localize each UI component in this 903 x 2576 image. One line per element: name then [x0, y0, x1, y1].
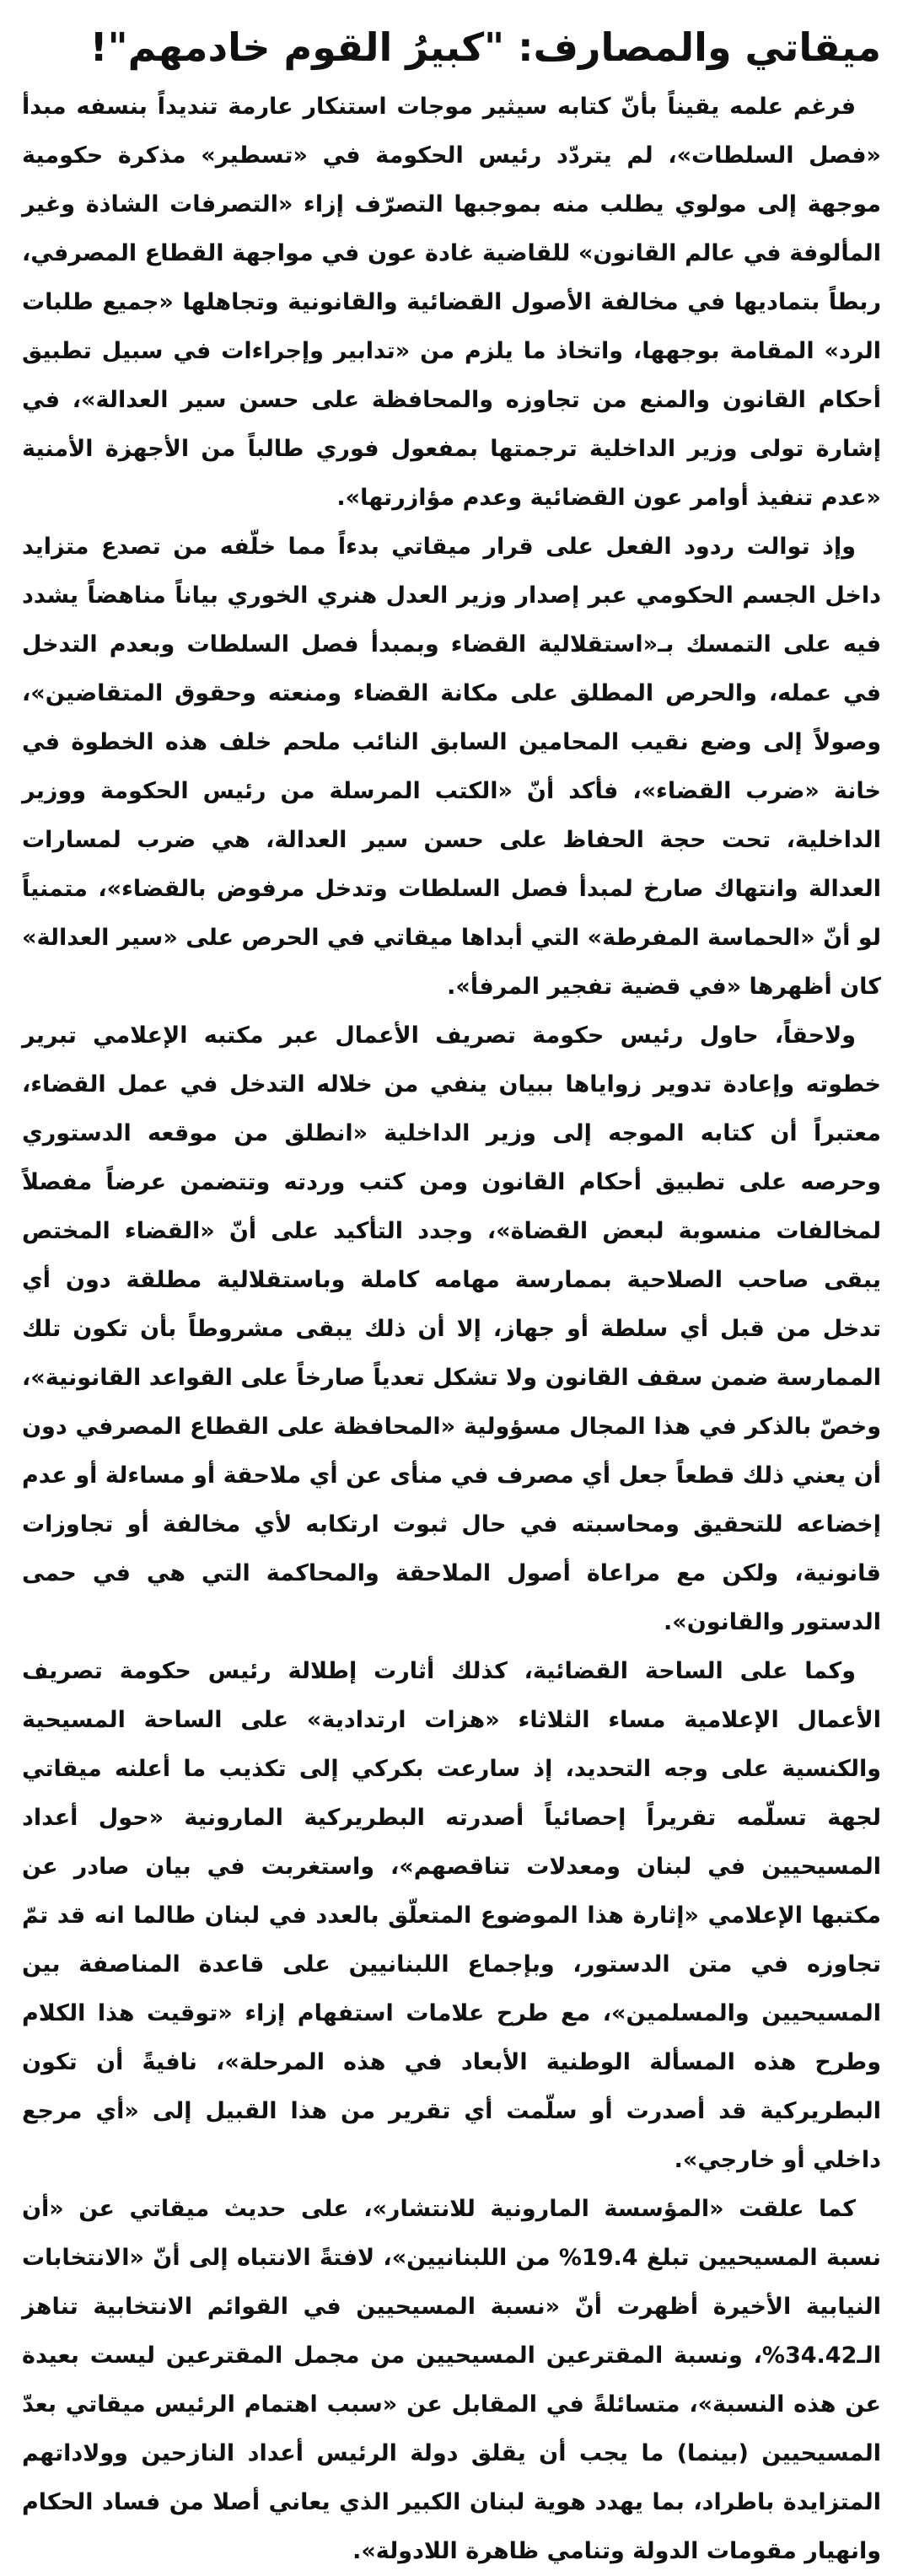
article-headline: ميقاتي والمصارف: "كبيرُ القوم خادمهم"! [89, 24, 881, 70]
article-paragraph-1: فرغم علمه يقيناً بأنّ كتابه سيثير موجات استنكار عارمة تنديداً بنسفه مبدأ «فصل السلطات»، لم يتردّد رئيس الحكومة في «تسطير» مذكرة حكومية موجهة إلى مولوي يطلب منه بموجبها التصرّف إزاء «التصرفات الشاذة وغير المألوفة في عالم القانون» للقاضية غادة عون في مواجهة القطاع المصرفي، ربطاً بتماديها في مخالفة الأصول القضائية والقانونية وتجاهلها «جميع طلبات الرد» المقامة بوجهها، واتخاذ ما يلزم من «تدابير وإجراءات في سبيل تطبيق أحكام القانون والمنع من تجاوزه والمحافظة على حسن سير العدالة»، في إشارة تولى وزير الداخلية ترجمتها بمفعول فوري طالباً من الأجهزة الأمنية «عدم تنفيذ أوامر عون القضائية وعدم مؤازرتها». [22, 94, 881, 511]
article-paragraph-2: وإذ توالت ردود الفعل على قرار ميقاتي بدءاً مما خلّفه من تصدع متزايد داخل الجسم الحكومي عبر إصدار وزير العدل هنري الخوري بياناً مناهضاً يشدد فيه على التمسك بـ«استقلالية القضاء وبمبدأ فصل السلطات وبعدم التدخل في عمله، والحرص المطلق على مكانة القضاء ومنعته وحقوق المتقاضين»، وصولاً إلى وضع نقيب المحامين السابق النائب ملحم خلف هذه الخطوة في خانة «ضرب القضاء»، فأكد أنّ «الكتب المرسلة من رئيس الحكومة ووزير الداخلية، تحت حجة الحفاظ على حسن سير العدالة، هي ضرب لمسارات العدالة وانتهاك صارخ لمبدأ فصل السلطات وتدخل مرفوض بالقضاء»، متمنياً لو أنّ «الحماسة المفرطة» التي أبداها ميقاتي في الحرص على «سير العدالة» كان أظهرها «في قضية تفجير المرفأ». [22, 534, 881, 1000]
article-paragraph-5: كما علقت «المؤسسة المارونية للانتشار»، على حديث ميقاتي عن «أن نسبة المسيحيين تبلغ 19.4% من اللبنانيين»، لافتةً الانتباه إلى أنّ «الانتخابات النيابية الأخيرة أظهرت أنّ «نسبة المسيحيين في القوائم الانتخابية تناهز الـ34.42%، ونسبة المقترعين المسيحيين من مجمل المقترعين ليست بعيدة عن هذه النسبة»، متسائلةً في المقابل عن «سبب اهتمام الرئيس ميقاتي بعدّ المسيحيين (بينما) ما يجب أن يقلق دولة الرئيس أعداد النازحين وولاداتهم المتزايدة باطراد، بما يهدد هوية لبنان الكبير الذي يعاني أصلا من فساد الحكام وانهيار مقومات الدولة وتنامي ظاهرة اللادولة». [22, 2196, 881, 2564]
article-body [22, 83, 881, 2576]
article-paragraph-3: ولاحقاً، حاول رئيس حكومة تصريف الأعمال عبر مكتبه الإعلامي تبرير خطوته وإعادة تدوير زواياها ببيان ينفي من خلاله التدخل في عمل القضاء، معتبراً أن كتابه الموجه إلى وزير الداخلية «انطلق من موقعه الدستوري وحرصه على تطبيق أحكام القانون ومن كتب وردته وتتضمن عرضاً مفصلاً لمخالفات منسوبة لبعض القضاة»، وجدد التأكيد على أنّ «القضاء المختص يبقى صاحب الصلاحية بممارسة مهامه كاملة وباستقلالية مطلقة دون أي تدخل من قبل أي سلطة أو جهاز، إلا أن ذلك يبقى مشروطاً بأن تكون تلك الممارسة ضمن سقف القانون ولا تشكل تعدياً صارخاً على القواعد القانونية»، وخصّ بالذكر في هذا المجال مسؤولية «المحافظة على القطاع المصرفي دون أن يعني ذلك قطعاً جعل أي مصرف في منأى عن أي ملاحقة أو مساءلة أو عدم إخضاعه للتحقيق ومحاسبته في حال ثبوت ارتكابه لأي مخالفة أو تجاوزات قانونية، ولكن مع مراعاة أصول الملاحقة والمحاكمة التي هي في حمى الدستور والقانون». [22, 1022, 881, 1635]
article-paragraph-4: وكما على الساحة القضائية، كذلك أثارت إطلالة رئيس حكومة تصريف الأعمال الإعلامية مساء الثلاثاء «هزات ارتدادية» على الساحة المسيحية والكنسية على وجه التحديد، إذ سارعت بكركي إلى تكذيب ما أعلنه ميقاتي لجهة تسلّمه تقريراً إحصائياً أصدرته البطريركية المارونية «حول أعداد المسيحيين في لبنان ومعدلات تناقصهم»، واستغربت في بيان صادر عن مكتبها الإعلامي «إثارة هذا الموضوع المتعلّق بالعدد في لبنان طالما انه قد تمّ تجاوزه في متن الدستور، وبإجماع اللبنانيين على قاعدة المناصفة بين المسيحيين والمسلمين»، مع طرح علامات استفهام إزاء «توقيت هذا الكلام وطرح هذه المسألة الوطنية الأبعاد في هذه المرحلة»، نافيةً أن تكون البطريركية قد أصدرت أو سلّمت أي تقرير من هذا القبيل إلى «أي مرجع داخلي أو خارجي». [22, 1658, 881, 2173]
